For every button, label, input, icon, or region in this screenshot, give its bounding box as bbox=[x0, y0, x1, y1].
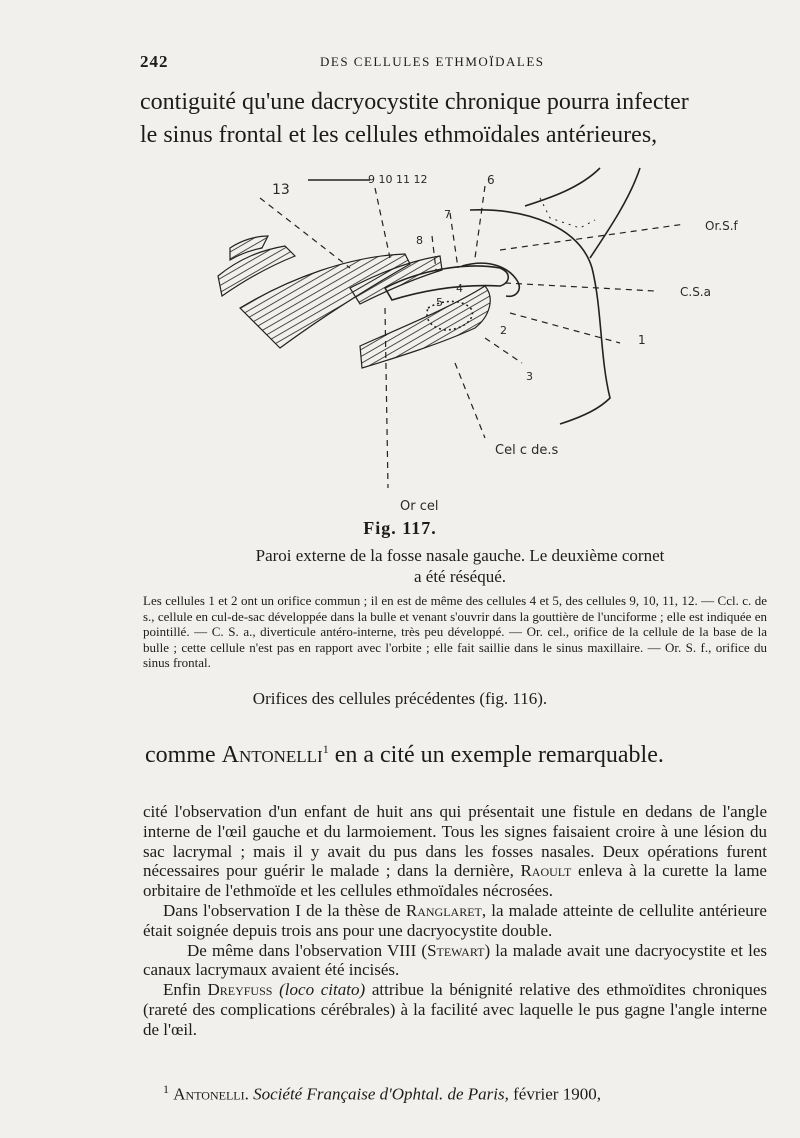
paragraph-2-text-b: , la malade atteinte de cellulite antérieure était soignée depuis trois ans pour une dacryocystite double. bbox=[143, 900, 767, 940]
author-ranglaret: Ranglaret bbox=[405, 900, 482, 920]
paragraph-1-text-a: cité l'observation d'un enfant de huit ans qui présentait une fistule en dedans de l'angle interne de l'œil gauche et du larmoiement. Tous les signes faisaient croire à une lésion du sac lacrymal ; mais il y avait du pus dans les fosses nasales. Deux opérations furent nécessaires pour guérir le malade ; dans la dernière, bbox=[143, 802, 767, 881]
leader-line-9-12 bbox=[375, 188, 390, 258]
leader-line-7 bbox=[450, 213, 458, 268]
figure-caption-line-1: Paroi externe de la fosse nasale gauche. Le deuxième cornet bbox=[255, 546, 665, 565]
paragraph-3-text-a: De même dans l'observation VIII ( bbox=[187, 940, 428, 960]
leader-line-or-sf bbox=[500, 224, 685, 250]
leader-line-6 bbox=[475, 186, 485, 258]
paragraph-3 bbox=[143, 941, 767, 981]
orbit-contour bbox=[590, 168, 640, 258]
footnote-date: février 1900, bbox=[513, 1084, 601, 1104]
label-3: 3 bbox=[526, 370, 533, 383]
paragraph-4 bbox=[143, 980, 767, 1039]
label-6: 6 bbox=[487, 173, 495, 187]
top-text-line-1: contiguité qu'une dacryocystite chronique pourra infecter bbox=[140, 89, 689, 115]
paragraph-4-text-b: attribue la bénignité relative des ethmoïdites chroniques (rareté des complications cérébrales) à la facilité avec laquelle le pus gagne l'angle interne de l'œil. bbox=[143, 980, 767, 1039]
middle-text-after: en a cité un exemple remarquable. bbox=[328, 742, 664, 768]
loco-citato: (loco citato) bbox=[279, 980, 366, 1000]
label-13: 13 bbox=[272, 182, 290, 198]
page-number: 242 bbox=[140, 52, 169, 71]
middle-text-author: Antonelli bbox=[221, 742, 323, 768]
label-8: 8 bbox=[416, 234, 423, 247]
leader-line-3 bbox=[485, 338, 522, 363]
author-stewart: Stewart bbox=[427, 940, 485, 960]
label-or-cel: Or cel bbox=[400, 499, 439, 514]
body-text bbox=[143, 802, 767, 1040]
frontal-contour bbox=[525, 168, 600, 206]
label-or-sf: Or.S.f bbox=[705, 219, 738, 233]
footnote bbox=[163, 1082, 767, 1105]
label-csa: C.S.a bbox=[680, 285, 711, 299]
leader-line-csa bbox=[505, 283, 655, 291]
label-2: 2 bbox=[500, 324, 507, 337]
figure-caption bbox=[175, 545, 745, 587]
middle-text bbox=[145, 733, 775, 772]
footnote-marker: 1 bbox=[163, 1082, 169, 1096]
label-1: 1 bbox=[638, 333, 646, 347]
paragraph-2-text-a: Dans l'observation I de la thèse de bbox=[163, 900, 406, 920]
footnote-ref: 1 bbox=[322, 742, 329, 756]
leader-line-cel-c-des bbox=[455, 363, 485, 438]
footnote-author: Antonelli. bbox=[173, 1084, 249, 1104]
label-5: 5 bbox=[436, 296, 443, 309]
paragraph-1-text-b: enleva à la curette la lame orbitaire de l'ethmoïde et les cellules ethmoïdales nécrosées. bbox=[143, 861, 767, 901]
paragraph-4-text-a: Enfin bbox=[163, 980, 208, 1000]
unciform-hatched-shape bbox=[360, 286, 490, 368]
label-cel-c-des: Cel c de.s bbox=[495, 443, 559, 458]
paragraph-3-text-b: ) la malade avait une dacryocystite et les canaux lacrymaux avaient été incisés. bbox=[143, 940, 767, 980]
figure-orifices-line: Orifices des cellules précédentes (fig. 116). bbox=[252, 689, 548, 708]
running-title: DES CELLULES ETHMOÏDALES bbox=[320, 54, 545, 69]
nasal-wall-illustration bbox=[200, 158, 770, 514]
anatomical-figure bbox=[200, 158, 770, 514]
author-raoult: Raoult bbox=[520, 861, 572, 881]
leader-line-1 bbox=[510, 313, 620, 343]
nasal-wall-contour bbox=[470, 210, 610, 424]
middle-text-before: comme bbox=[145, 742, 222, 768]
figure-note: Les cellules 1 et 2 ont un orifice commun ; il en est de même des cellules 4 et 5, des cellules 9, 10, 11, 12. — Ccl. c. de s., cellule en cul-de-sac développée dans la bulle et venant s'ouvrir dans la gouttière de l'unciforme ; elle est indiquée en pointillé. — C. S. a., diverticule antéro-interne, très peu développé. — Or. cel., orifice de la cellule de la base de la bulle ; cette cellule n'est pas en rapport avec l'orbite ; elle fait saillie dans le sinus maxillaire. — Or. S. f., orifice du sinus frontal. bbox=[143, 593, 767, 670]
top-text-line-2: le sinus frontal et les cellules ethmoïdales antérieures, bbox=[140, 122, 658, 148]
figure-number: Fig. 117. bbox=[363, 518, 437, 538]
cell-opening-outline bbox=[462, 263, 519, 296]
footnote-title: Société Française d'Ophtal. de Paris, bbox=[253, 1084, 509, 1104]
paragraph-1 bbox=[143, 802, 767, 901]
label-7: 7 bbox=[444, 208, 451, 221]
author-dreyfuss: Dreyfuss bbox=[207, 980, 273, 1000]
figure-caption-line-2: a été réséqué. bbox=[413, 567, 507, 586]
label-4: 4 bbox=[456, 282, 463, 295]
paragraph-2 bbox=[143, 901, 767, 941]
page-header bbox=[140, 52, 768, 76]
label-9-12: 9 10 11 12 bbox=[368, 173, 428, 186]
